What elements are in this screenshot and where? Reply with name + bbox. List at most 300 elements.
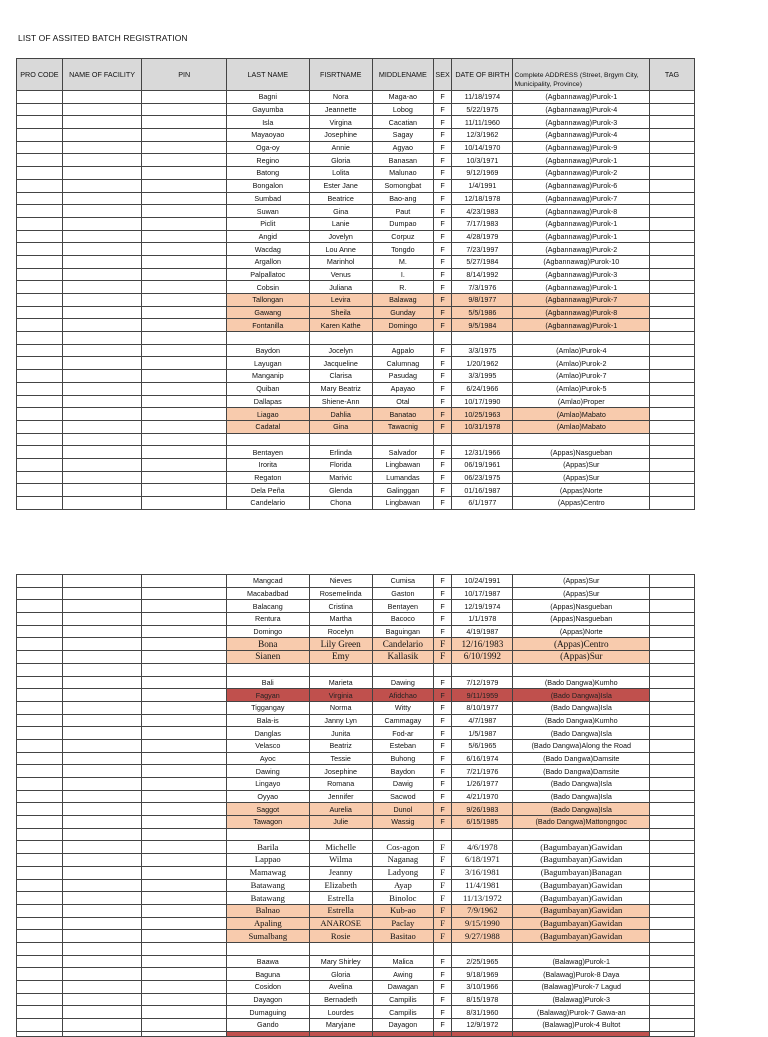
tag-cell: [650, 600, 695, 613]
address-cell: (Agbannawag)Purok-1: [513, 91, 650, 104]
tag-cell: [650, 446, 695, 459]
table-row: [17, 600, 695, 613]
pin-cell: [142, 841, 227, 854]
last-name-cell: Layugan: [227, 357, 310, 370]
middle-name-cell: Baguingan: [372, 625, 433, 638]
date-of-birth-cell: 7/12/1979: [452, 676, 513, 689]
sex-cell: F: [433, 841, 451, 854]
pin-cell: [142, 904, 227, 917]
pin-cell: [142, 205, 227, 218]
address-cell: (Amlao)Mabato: [513, 408, 650, 421]
tag-cell: [650, 344, 695, 357]
facility-cell: [62, 841, 142, 854]
first-name-cell: Junita: [309, 727, 372, 740]
partial-cell: [452, 1031, 513, 1036]
pin-cell: [142, 1006, 227, 1019]
address-cell: (Appas)Nasgueban: [513, 613, 650, 626]
address-cell: (Appas)Sur: [513, 575, 650, 588]
middle-name-cell: Binoloc: [372, 892, 433, 905]
pin-cell: [142, 816, 227, 829]
pin-cell: [142, 676, 227, 689]
middle-name-cell: Agyao: [372, 141, 433, 154]
middle-name-cell: Cammagay: [372, 714, 433, 727]
sex-cell: F: [433, 739, 451, 752]
table-row: [17, 268, 695, 281]
address-cell: (Agbannawag)Purok-8: [513, 205, 650, 218]
first-name-cell: Florida: [309, 458, 372, 471]
first-name-cell: [309, 828, 372, 841]
facility-cell: [62, 816, 142, 829]
sex-cell: F: [433, 904, 451, 917]
pin-cell: [142, 790, 227, 803]
first-name-cell: Gina: [309, 205, 372, 218]
facility-cell: [62, 981, 142, 994]
address-cell: (Appas)Norte: [513, 625, 650, 638]
pin-cell: [142, 91, 227, 104]
pro-code-cell: [17, 600, 63, 613]
first-name-cell: Chona: [309, 497, 372, 510]
sex-cell: [433, 828, 451, 841]
address-cell: (Balawag)Purok-1: [513, 955, 650, 968]
pro-code-cell: [17, 497, 63, 510]
pro-code-cell: [17, 154, 63, 167]
first-name-cell: Lily Green: [309, 638, 372, 651]
sex-cell: F: [433, 625, 451, 638]
middle-name-cell: Malica: [372, 955, 433, 968]
pin-cell: [142, 319, 227, 332]
sex-cell: [433, 942, 451, 955]
middle-name-cell: Salvador: [372, 446, 433, 459]
address-cell: (Agbannawag)Purok-4: [513, 103, 650, 116]
table-row: [17, 408, 695, 421]
middle-name-cell: Apayao: [372, 382, 433, 395]
registration-table-2: [16, 574, 695, 1037]
last-name-cell: Mamawag: [227, 866, 310, 879]
sex-cell: F: [433, 357, 451, 370]
address-cell: (Amlao)Purok-2: [513, 357, 650, 370]
table-row: [17, 854, 695, 867]
first-name-cell: Erlinda: [309, 446, 372, 459]
sex-cell: F: [433, 892, 451, 905]
pro-code-cell: [17, 167, 63, 180]
sex-cell: F: [433, 803, 451, 816]
pro-code-cell: [17, 663, 63, 676]
tag-cell: [650, 1006, 695, 1019]
first-name-cell: Virginia: [309, 689, 372, 702]
sex-cell: F: [433, 955, 451, 968]
first-name-cell: Rosie: [309, 930, 372, 943]
pin-cell: [142, 167, 227, 180]
address-cell: (Bado Dangwa)Along the Road: [513, 739, 650, 752]
date-of-birth-cell: 4/7/1987: [452, 714, 513, 727]
pro-code-cell: [17, 968, 63, 981]
last-name-cell: [227, 828, 310, 841]
pro-code-cell: [17, 205, 63, 218]
last-name-cell: Balnao: [227, 904, 310, 917]
pro-code-cell: [17, 217, 63, 230]
last-name-cell: Sumalbang: [227, 930, 310, 943]
pin-cell: [142, 192, 227, 205]
date-of-birth-cell: 6/10/1992: [452, 651, 513, 664]
partial-cell: [227, 1031, 310, 1036]
last-name-cell: Lappao: [227, 854, 310, 867]
facility-cell: [62, 319, 142, 332]
address-cell: (Agbannawag)Purok-3: [513, 116, 650, 129]
middle-name-cell: Gunday: [372, 306, 433, 319]
middle-name-cell: Gaston: [372, 587, 433, 600]
last-name-cell: Apaling: [227, 917, 310, 930]
first-name-cell: Jeanny: [309, 866, 372, 879]
table-row: [17, 141, 695, 154]
middle-name-cell: Dayagon: [372, 1019, 433, 1032]
tag-cell: [650, 651, 695, 664]
last-name-cell: Danglas: [227, 727, 310, 740]
pin-cell: [142, 446, 227, 459]
pin-cell: [142, 765, 227, 778]
first-name-cell: Nieves: [309, 575, 372, 588]
pro-code-cell: [17, 395, 63, 408]
pro-code-cell: [17, 752, 63, 765]
table-row: [17, 651, 695, 664]
sex-cell: F: [433, 1006, 451, 1019]
blank-row: [17, 942, 695, 955]
date-of-birth-cell: 12/31/1966: [452, 446, 513, 459]
facility-cell: [62, 765, 142, 778]
address-cell: (Bagumbayan)Banagan: [513, 866, 650, 879]
tag-cell: [650, 663, 695, 676]
sex-cell: F: [433, 382, 451, 395]
tag-cell: [650, 752, 695, 765]
facility-cell: [62, 1019, 142, 1032]
table-row: [17, 167, 695, 180]
last-name-cell: Barila: [227, 841, 310, 854]
sex-cell: F: [433, 854, 451, 867]
first-name-cell: Annie: [309, 141, 372, 154]
last-name-cell: Manganip: [227, 370, 310, 383]
last-name-cell: Oyyao: [227, 790, 310, 803]
facility-cell: [62, 917, 142, 930]
first-name-cell: Dahlia: [309, 408, 372, 421]
date-of-birth-cell: 11/18/1974: [452, 91, 513, 104]
address-cell: (Amlao)Purok-7: [513, 370, 650, 383]
tag-cell: [650, 625, 695, 638]
pin-cell: [142, 344, 227, 357]
first-name-cell: Josephine: [309, 129, 372, 142]
facility-cell: [62, 471, 142, 484]
sex-cell: F: [433, 714, 451, 727]
pin-cell: [142, 981, 227, 994]
pro-code-cell: [17, 575, 63, 588]
address-cell: (Appas)Sur: [513, 458, 650, 471]
tag-cell: [650, 828, 695, 841]
date-of-birth-cell: 3/3/1995: [452, 370, 513, 383]
last-name-cell: [227, 663, 310, 676]
last-name-cell: Fontanilla: [227, 319, 310, 332]
pro-code-cell: [17, 676, 63, 689]
sex-cell: F: [433, 816, 451, 829]
address-cell: (Agbannawag)Purok-2: [513, 243, 650, 256]
partial-cell: [62, 1031, 142, 1036]
middle-name-cell: Pasudag: [372, 370, 433, 383]
pro-code-cell: [17, 930, 63, 943]
pro-code-cell: [17, 1019, 63, 1032]
sex-cell: F: [433, 981, 451, 994]
pro-code-cell: [17, 942, 63, 955]
facility-cell: [62, 778, 142, 791]
tag-cell: [650, 879, 695, 892]
pro-code-cell: [17, 420, 63, 433]
table-row: [17, 993, 695, 1006]
address-cell: (Agbannawag)Purok-1: [513, 281, 650, 294]
sex-cell: F: [433, 676, 451, 689]
registration-table-1: [16, 58, 695, 510]
tag-cell: [650, 727, 695, 740]
last-name-cell: Batong: [227, 167, 310, 180]
pro-code-cell: [17, 904, 63, 917]
table-1-body: [17, 91, 695, 510]
pin-cell: [142, 942, 227, 955]
middle-name-cell: [372, 663, 433, 676]
date-of-birth-cell: 12/9/1972: [452, 1019, 513, 1032]
date-of-birth-cell: 9/18/1969: [452, 968, 513, 981]
pro-code-cell: [17, 803, 63, 816]
table-row: [17, 892, 695, 905]
table-row: [17, 91, 695, 104]
tag-cell: [650, 433, 695, 446]
table-row: [17, 904, 695, 917]
sex-cell: F: [433, 968, 451, 981]
sex-cell: F: [433, 790, 451, 803]
facility-cell: [62, 344, 142, 357]
table-row: [17, 103, 695, 116]
last-name-cell: Piclit: [227, 217, 310, 230]
tag-cell: [650, 91, 695, 104]
facility-cell: [62, 1006, 142, 1019]
sex-cell: F: [433, 91, 451, 104]
pin-cell: [142, 575, 227, 588]
pro-code-cell: [17, 255, 63, 268]
date-of-birth-cell: 1/26/1977: [452, 778, 513, 791]
first-name-cell: Levira: [309, 294, 372, 307]
middle-name-cell: Awing: [372, 968, 433, 981]
address-cell: (Agbannawag)Purok-7: [513, 192, 650, 205]
table-row: [17, 255, 695, 268]
facility-cell: [62, 803, 142, 816]
pin-cell: [142, 217, 227, 230]
first-name-cell: Estrella: [309, 892, 372, 905]
middle-name-cell: Paclay: [372, 917, 433, 930]
middle-name-cell: Bao-ang: [372, 192, 433, 205]
pin-cell: [142, 600, 227, 613]
facility-cell: [62, 689, 142, 702]
first-name-cell: Elizabeth: [309, 879, 372, 892]
table-row: [17, 319, 695, 332]
last-name-cell: Balacang: [227, 600, 310, 613]
middle-name-cell: Paut: [372, 205, 433, 218]
facility-cell: [62, 942, 142, 955]
facility-cell: [62, 892, 142, 905]
middle-name-cell: Corpuz: [372, 230, 433, 243]
table-row: [17, 357, 695, 370]
facility-cell: [62, 854, 142, 867]
tag-cell: [650, 306, 695, 319]
middle-name-cell: Ayap: [372, 879, 433, 892]
pro-code-cell: [17, 141, 63, 154]
pin-cell: [142, 587, 227, 600]
last-name-cell: [227, 433, 310, 446]
facility-cell: [62, 255, 142, 268]
middle-name-cell: Campilis: [372, 1006, 433, 1019]
middle-name-cell: Cacatian: [372, 116, 433, 129]
facility-cell: [62, 129, 142, 142]
pin-cell: [142, 382, 227, 395]
date-of-birth-cell: 9/27/1988: [452, 930, 513, 943]
pin-cell: [142, 968, 227, 981]
tag-cell: [650, 370, 695, 383]
date-of-birth-cell: 9/26/1983: [452, 803, 513, 816]
table-row: [17, 816, 695, 829]
pin-cell: [142, 689, 227, 702]
blank-row: [17, 332, 695, 345]
middle-name-cell: Candelario: [372, 638, 433, 651]
table-row: [17, 575, 695, 588]
facility-cell: [62, 91, 142, 104]
pro-code-cell: [17, 344, 63, 357]
pin-cell: [142, 930, 227, 943]
date-of-birth-cell: 5/6/1965: [452, 739, 513, 752]
last-name-cell: Baawa: [227, 955, 310, 968]
address-cell: (Bado Dangwa)Isla: [513, 790, 650, 803]
date-of-birth-cell: 2/25/1965: [452, 955, 513, 968]
tag-cell: [650, 497, 695, 510]
address-cell: (Agbannawag)Purok-8: [513, 306, 650, 319]
last-name-cell: Gando: [227, 1019, 310, 1032]
last-name-cell: Mangcad: [227, 575, 310, 588]
first-name-cell: ANAROSE: [309, 917, 372, 930]
partial-cell: [650, 1031, 695, 1036]
first-name-cell: Gloria: [309, 154, 372, 167]
date-of-birth-cell: 9/15/1990: [452, 917, 513, 930]
table-row: [17, 1006, 695, 1019]
table-row: [17, 458, 695, 471]
pro-code-cell: [17, 471, 63, 484]
address-cell: (Balawag)Purok-7 Gawa-an: [513, 1006, 650, 1019]
pro-code-cell: [17, 701, 63, 714]
date-of-birth-cell: 1/5/1987: [452, 727, 513, 740]
sex-cell: F: [433, 600, 451, 613]
pin-cell: [142, 638, 227, 651]
pin-cell: [142, 714, 227, 727]
address-cell: (Bagumbayan)Gawidan: [513, 892, 650, 905]
table-row: [17, 701, 695, 714]
date-of-birth-cell: 8/14/1992: [452, 268, 513, 281]
tag-cell: [650, 243, 695, 256]
pro-code-cell: [17, 1006, 63, 1019]
facility-cell: [62, 879, 142, 892]
last-name-cell: Baguna: [227, 968, 310, 981]
table-row: [17, 281, 695, 294]
address-cell: [513, 433, 650, 446]
tag-cell: [650, 816, 695, 829]
pro-code-cell: [17, 370, 63, 383]
pin-cell: [142, 116, 227, 129]
table-row: [17, 917, 695, 930]
middle-name-cell: Domingo: [372, 319, 433, 332]
first-name-cell: Wilma: [309, 854, 372, 867]
first-name-cell: Tessie: [309, 752, 372, 765]
facility-cell: [62, 268, 142, 281]
date-of-birth-cell: 4/19/1987: [452, 625, 513, 638]
facility-cell: [62, 714, 142, 727]
tag-cell: [650, 167, 695, 180]
sex-cell: F: [433, 458, 451, 471]
last-name-cell: Argallon: [227, 255, 310, 268]
partial-cell: [513, 1031, 650, 1036]
address-cell: (Bado Dangwa)Damsite: [513, 752, 650, 765]
tag-cell: [650, 955, 695, 968]
date-of-birth-cell: 11/11/1960: [452, 116, 513, 129]
last-name-cell: Bona: [227, 638, 310, 651]
middle-name-cell: Maga-ao: [372, 91, 433, 104]
date-of-birth-cell: 7/23/1997: [452, 243, 513, 256]
middle-name-cell: Bentayen: [372, 600, 433, 613]
pin-cell: [142, 420, 227, 433]
address-cell: (Agbannawag)Purok-7: [513, 294, 650, 307]
middle-name-cell: Basitao: [372, 930, 433, 943]
date-of-birth-cell: 8/15/1978: [452, 993, 513, 1006]
address-cell: (Balawag)Purok-7 Lagud: [513, 981, 650, 994]
pin-cell: [142, 866, 227, 879]
last-name-cell: Quiban: [227, 382, 310, 395]
partial-cell: [372, 1031, 433, 1036]
table-row: [17, 192, 695, 205]
pin-cell: [142, 179, 227, 192]
pro-code-cell: [17, 433, 63, 446]
date-of-birth-cell: 7/21/1976: [452, 765, 513, 778]
pro-code-cell: [17, 281, 63, 294]
address-cell: (Agbannawag)Purok-1: [513, 217, 650, 230]
tag-cell: [650, 154, 695, 167]
pro-code-cell: [17, 981, 63, 994]
first-name-cell: Jacqueline: [309, 357, 372, 370]
middle-name-cell: R.: [372, 281, 433, 294]
date-of-birth-cell: 06/19/1961: [452, 458, 513, 471]
table-row: [17, 420, 695, 433]
address-cell: (Amlao)Purok-4: [513, 344, 650, 357]
facility-cell: [62, 420, 142, 433]
last-name-cell: Wacdag: [227, 243, 310, 256]
partial-cell: [433, 1031, 451, 1036]
pro-code-cell: [17, 613, 63, 626]
date-of-birth-cell: 6/16/1974: [452, 752, 513, 765]
table-row: [17, 471, 695, 484]
date-of-birth-cell: [452, 332, 513, 345]
middle-name-cell: Tongdo: [372, 243, 433, 256]
sex-cell: F: [433, 230, 451, 243]
facility-cell: [62, 930, 142, 943]
middle-name-cell: Agpalo: [372, 344, 433, 357]
last-name-cell: Cosidon: [227, 981, 310, 994]
middle-name-cell: Esteban: [372, 739, 433, 752]
date-of-birth-cell: 6/18/1971: [452, 854, 513, 867]
middle-name-cell: Somongbat: [372, 179, 433, 192]
pin-cell: [142, 625, 227, 638]
tag-cell: [650, 179, 695, 192]
first-name-cell: Rocelyn: [309, 625, 372, 638]
last-name-cell: Regaton: [227, 471, 310, 484]
sex-cell: F: [433, 497, 451, 510]
table-row: [17, 790, 695, 803]
